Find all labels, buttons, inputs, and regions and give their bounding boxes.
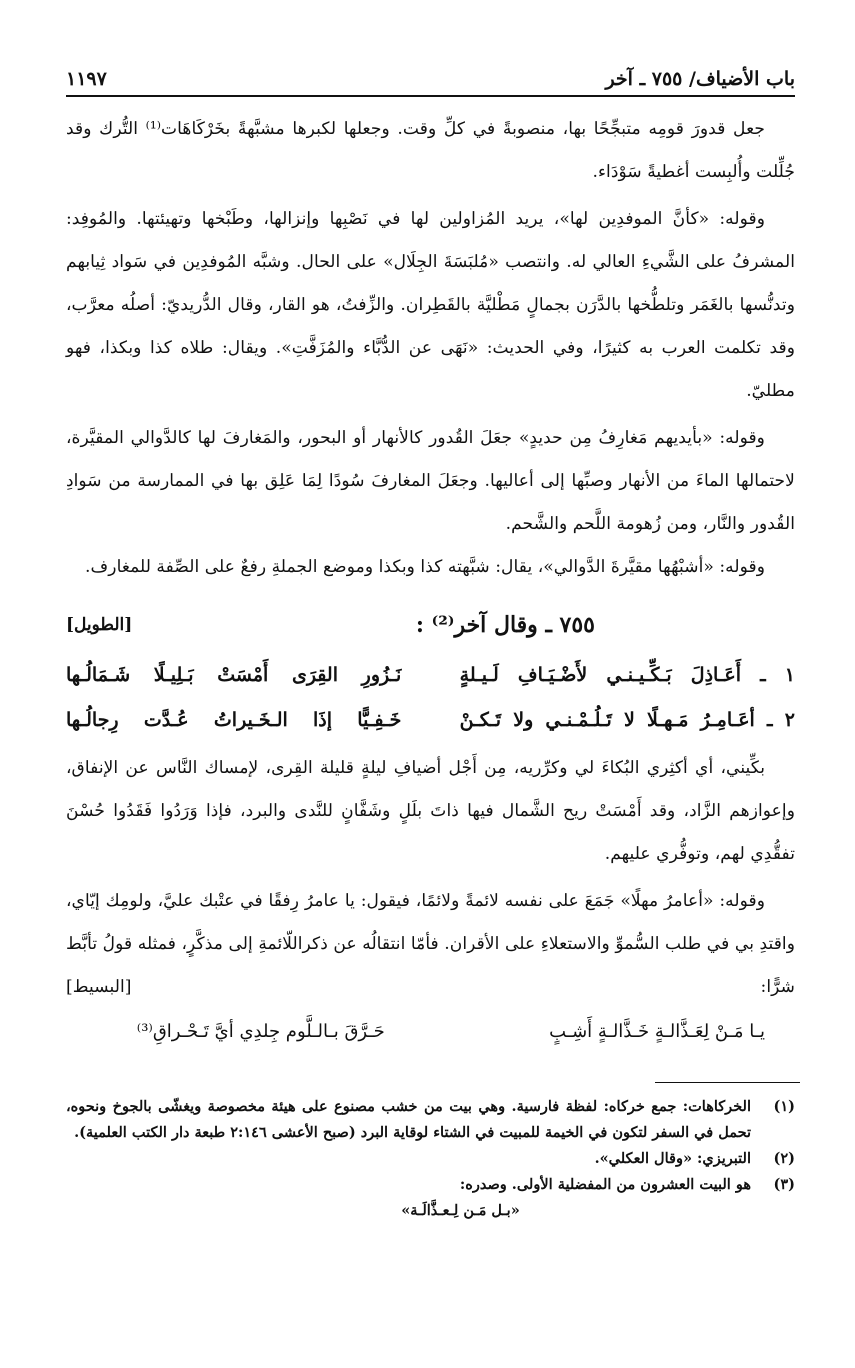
quote-meter: [البسيط] (66, 977, 132, 997)
footnote (66, 1172, 795, 1198)
footnote-number: (١) (773, 1098, 795, 1115)
poem-meter: [الطويل] (66, 614, 133, 635)
poem-verses (66, 653, 795, 743)
page-number: ١١٩٧ (66, 68, 107, 90)
verse-first-hemistich: يـا مَـنْ لِعَـذَّالـةٍ خَـذَّالـةٍ أَشِـبٍ (549, 1020, 765, 1042)
main-text (66, 108, 795, 1053)
footnote-number: (٢) (773, 1150, 795, 1167)
footnote-verse: «بـل مَـن لِـعـذَّالَـة» (401, 1202, 520, 1219)
verse-line (66, 653, 795, 698)
paragraph-text: وقوله: «أعامرُ مهلًا» جَمَعَ على نفسه لائمةً ولائمًا، فيقول: يا عامرُ رِفقًا في عتْبك عليَّ، ولومِك إيّاي، واقتدِ بي في طلب السُّموِّ والاستعلاءِ على الأقران. فأمّا انتقالُه عن ذكراللّائمةِ إلى مذكَّرٍ، فمثله قولُ تأبَّط شرًّا: (66, 891, 795, 997)
footnote (66, 1146, 795, 1172)
footnote-text: التبريزي: «وقال العكلي». (594, 1150, 751, 1167)
verse-second-hemistich: نَـزُورِ القِرَى أَمْسَتْ بَـلِيـلًا شَـمَالُـها (66, 664, 402, 686)
verse-first-hemistich: ٢ ـ أعَـامِـرُ مَـهـلًا لا تَـلُـمْـنـي ولا تَـكـنْ (459, 709, 795, 731)
paragraph: جعل قدورَ قومِه متبجِّحًا بها، منصوبةً في كلِّ وقت. وجعلها لكبرها مشبَّهةً بخَرْكَاهَات⁽¹⁾ التُّرك وقد جُلِّلت وأُلبِست أغطيةً سَوْدَاء. (66, 119, 795, 182)
footnote-text: هو البيت العشرون من المفضلية الأولى. وصدره: (459, 1176, 751, 1193)
header-rule (66, 95, 795, 97)
verse-first-hemistich: ١ ـ أَعَـاذِلَ بَـكِّـيـنـي لأَضْـيَـافِ لَـيـلةٍ (459, 664, 795, 686)
verse-second-hemistich: خَـفِـيًّا إذَا الـخَـيراتُ عُـدَّت رِجالُـها (66, 709, 402, 731)
running-title: باب الأضياف/ ٧٥٥ ـ آخر (605, 68, 795, 90)
paragraph (66, 880, 795, 1009)
paragraph: بكِّيني، أي أكثِري البُكاءَ لي وكرِّريه، مِن أَجْل أضيافِ ليلةٍ قليلة القِرى، لإمساك النَّاس عن الإنفاق، وإعوازهم الزَّاد، وقد أَمْسَتْ ريح الشَّمال فيها ذاتَ بلَلٍ وشَفَّانٍ للنَّدى والبرد، فإذا وَرَدُوا فَقَدُوا حُسْنَ تفقُّدِي لهم، وتوفُّري عليهم. (66, 758, 795, 864)
footnote-text: الخركاهات: جمع خركاه: لفظة فارسية. وهي بيت من خشب مصنوع على هيئة مخصوصة ويغشّى بالجوخ ونحوه، تحمل في السفر لتكون في الخيمة للمبيت في الشتاء لوقاية البرد (صبح الأعشى ٢:١٤٦ طبعة دار الكتب العلمية). (66, 1098, 751, 1141)
paragraph: وقوله: «كأنَّ الموفدِين لها»، يريد المُزاولين لها في نَصْبِها وإنزالها، وطَبْخها وتهيئتها. والمُوفِد: المشرفُ على الشَّيءِ العالي له. وانتصب «مُلبَسَةَ الجِلَال» على الحال. وشبَّه المُوفدِين في سَواد ثِيابهم وتدنُّسها بالغَمَر وتلطُّخها بالدَّرَن بجمالٍ مَطْليَّة بالقَطِران. والزِّفتُ، هو القار، وقال الدُّريديّ: أصلُه معرَّب، وقد تكلمت العرب به كثيرًا، وفي الحديث: «نَهَى عن الدُّبَّاء والمُزَفَّتِ». ويقال: طلاه كذا وبكذا، فهو مطليّ. (66, 209, 795, 401)
verse-line (66, 698, 795, 743)
paragraph: وقوله: «أشبْهُها مقيَّرةَ الدَّوالي»، يقال: شبَّهته كذا وبكذا وموضع الجملةِ رفعٌ على الصِّفة للمغارف. (85, 557, 765, 577)
poem-title: ٧٥٥ ـ وقال آخر⁽²⁾ : (415, 611, 595, 638)
footnotes (66, 1094, 795, 1224)
footnote-rule (655, 1082, 800, 1083)
footnote-number: (٣) (773, 1176, 795, 1193)
page-header (66, 56, 795, 90)
footnote (66, 1094, 795, 1146)
paragraph: وقوله: «بأيديهم مَغارِفُ مِن حديدٍ» جعَلَ القُدور كالأنهار أو البحور، والمَغارفَ لها كالدَّوالي المقيَّرة، لاحتمالها الماءَ من الأنهار وصبِّها إلى أعاليها. وجعَلَ المغارفَ سُودًا لِمَا عَلِق بها في الممارسة من سَوادِ القُدور والنَّار، ومن زُهومة اللَّحم والشَّحم. (66, 428, 795, 534)
quoted-verse (66, 1009, 795, 1053)
poem-heading (66, 603, 795, 647)
verse-second-hemistich: حَـرَّقَ بـالـلَّوم جِلدِي أيَّ تَـحْـراقِ⁽³⁾ (136, 1020, 385, 1042)
